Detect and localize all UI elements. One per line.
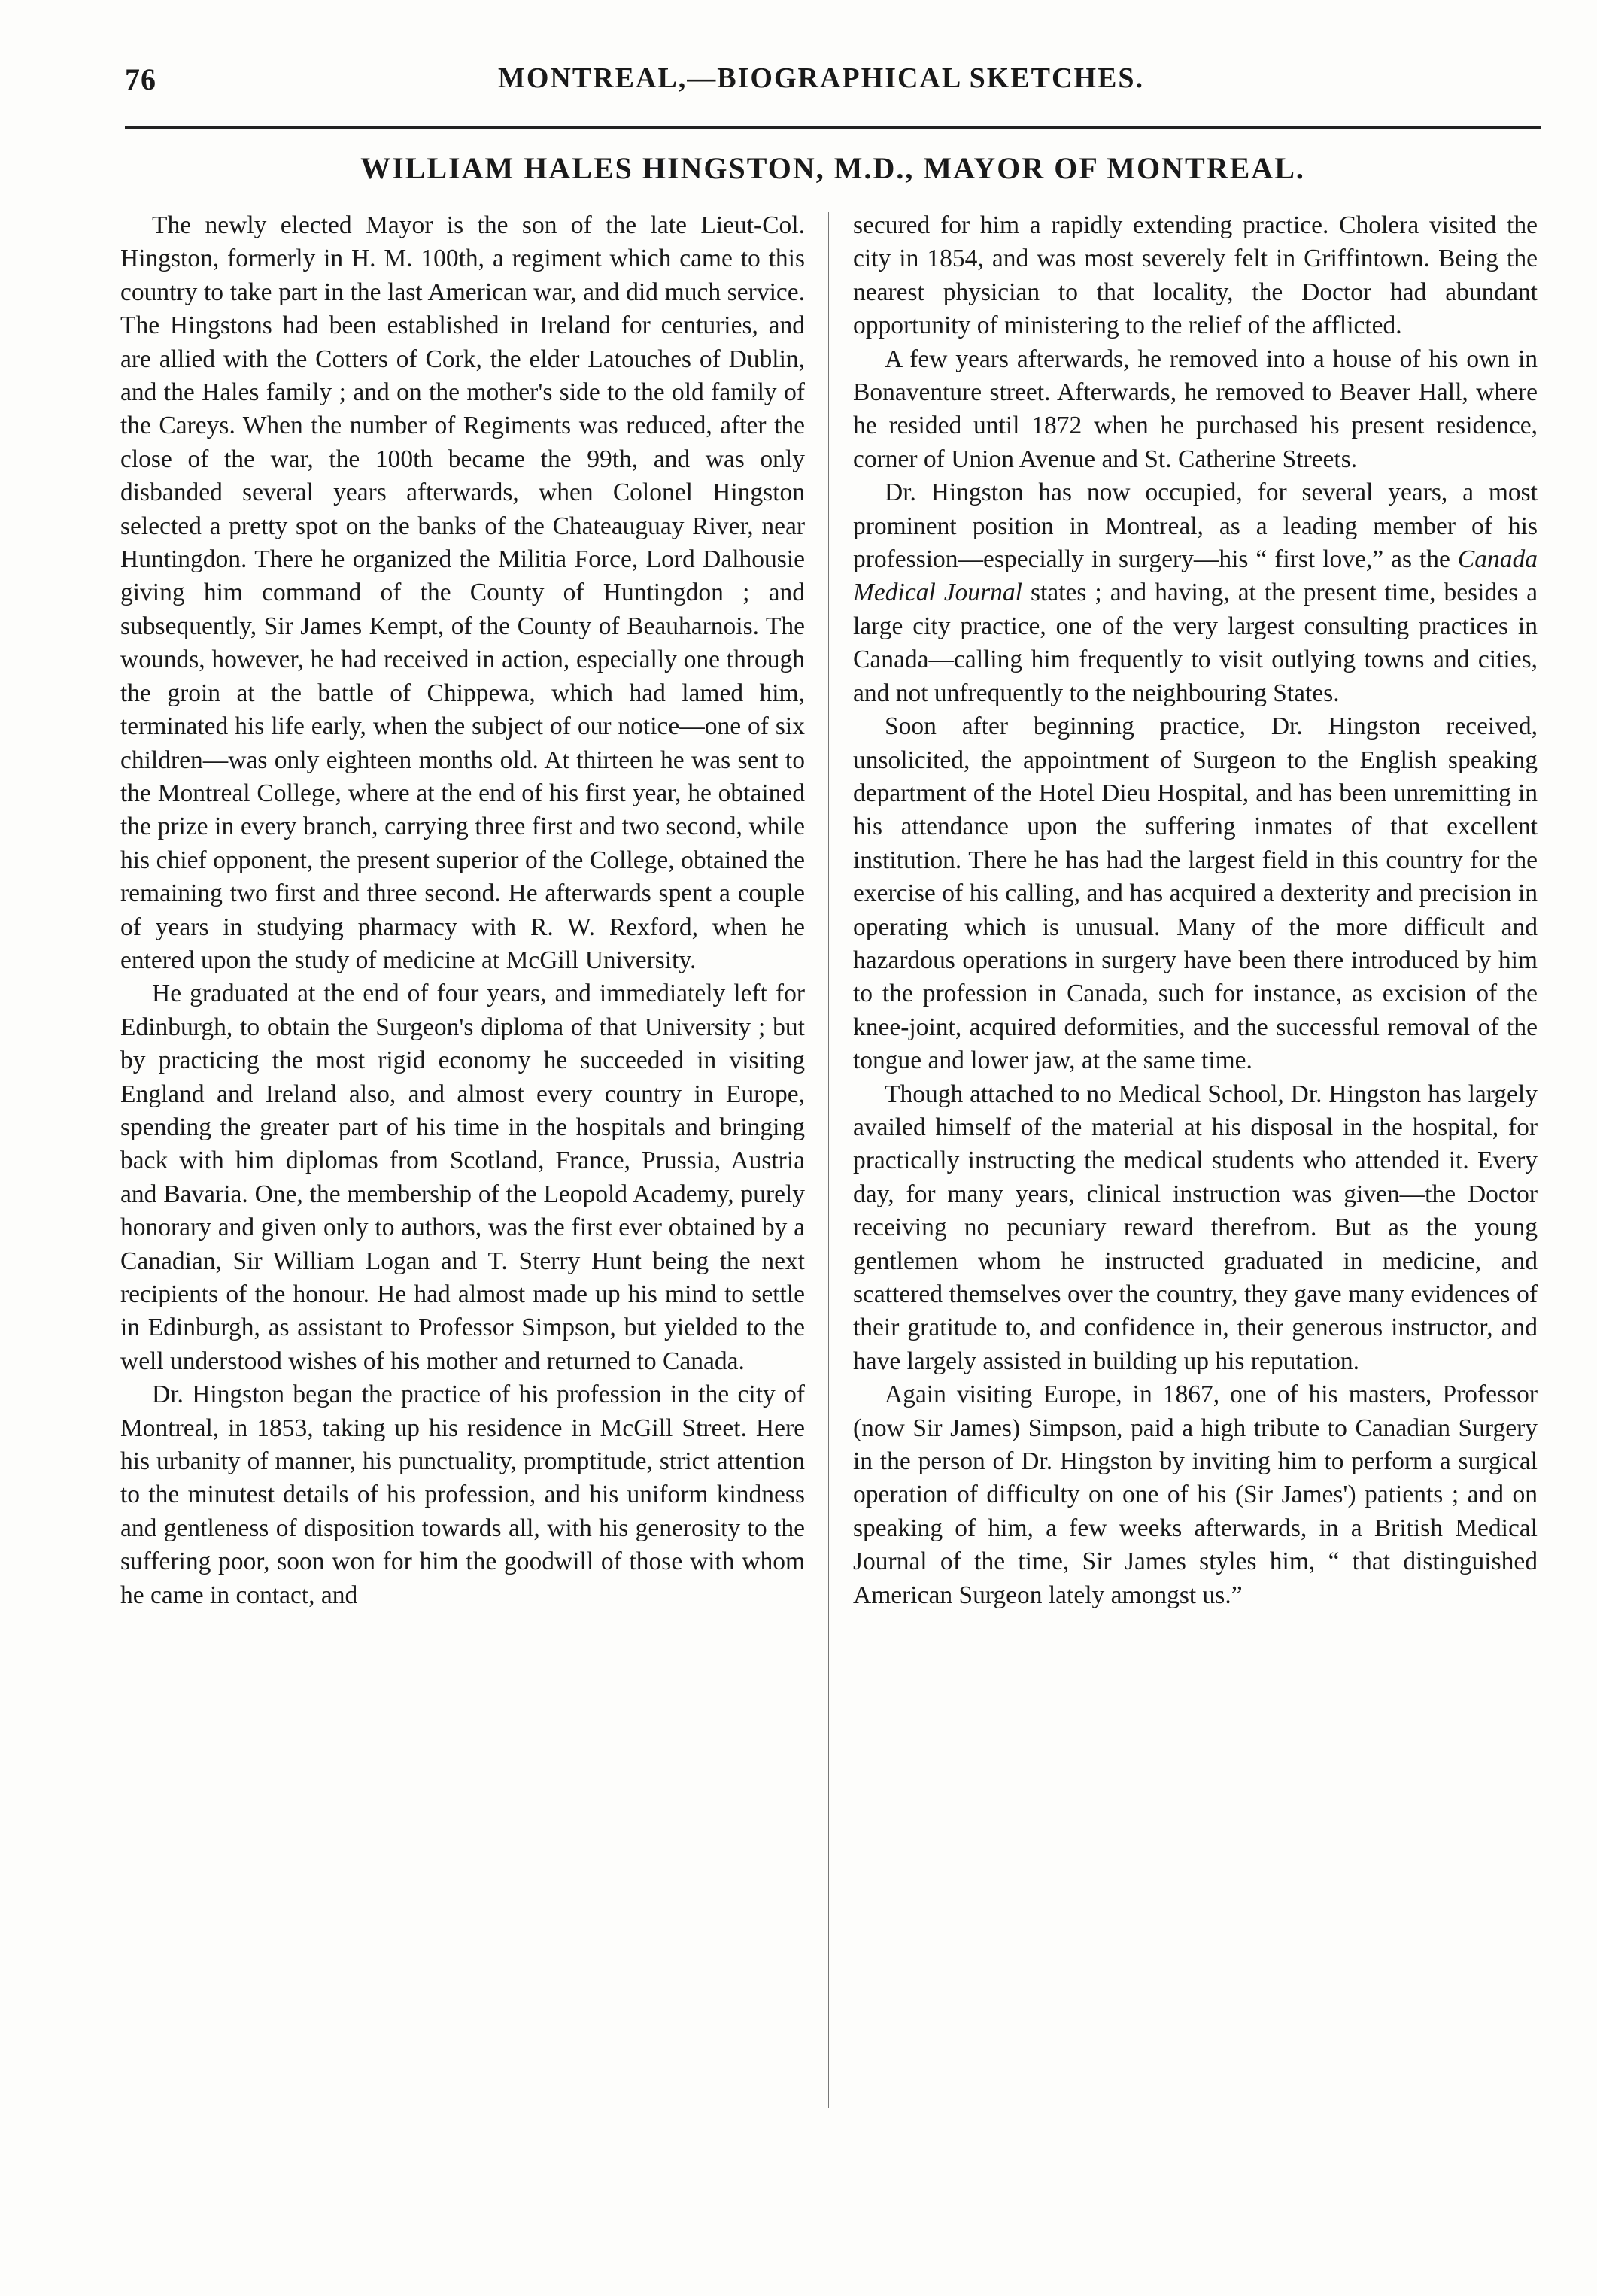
paragraph: Though attached to no Medical School, Dr. Hingston has largely availed himself of the material at his disposal in the hospital, for practically instructing the medical students who attended it. Every day, for many years, clinical instruction was given—the Doctor receiving no pecuniary reward therefrom. But as the young gentlemen whom he instructed graduated in medicine, and scattered themselves over the country, they gave many evidences of their gratitude to, and confidence in, their generous instructor, and have largely assisted in building up his reputation. [853, 1080, 1538, 1375]
running-head [125, 62, 1541, 107]
paragraph: A few years afterwards, he removed into a house of his own in Bonaventure street. Afterwards, he removed to Beaver Hall, where he resided until 1872 when he purchased his present residence, corner of Union Avenue and St. Catherine Streets. [853, 345, 1538, 473]
paragraph-continuation: secured for him a rapidly extending practice. Cholera visited the city in 1854, and was most severely felt in Griffintown. Being the nearest physician to that locality, the Doctor had abundant opportunity of ministering to the relief of the afflicted. [853, 211, 1538, 340]
right-column [853, 209, 1538, 2195]
text-run: states ; and having, at the present time, besides a large city practice, one of the very largest consulting practices in Canada—calling him frequently to visit outlying towns and cities, and not unfrequently to the neighbouring States. [853, 579, 1538, 707]
paragraph: Dr. Hingston began the practice of his profession in the city of Montreal, in 1853, taking up his residence in McGill Street. Here his urbanity of manner, his punctuality, promptitude, strict attention to the minutest details of his profession, and his uniform kindness and gentleness of disposition towards all, with his generosity to the suffering poor, soon won for him the goodwill of those with whom he came in contact, and [120, 1380, 805, 1609]
article-title: WILLIAM HALES HINGSTON, M.D., MAYOR OF MONTREAL. [360, 151, 1305, 185]
paragraph: He graduated at the end of four years, and immediately left for Edinburgh, to obtain the Surgeon's diploma of that University ; but by practicing the most rigid economy he succeeded in visiting England and Ireland also, and almost every country in Europe, spending the greater part of his time in the hospitals and bringing back with him diplomas from Scotland, France, Prussia, Austria and Bavaria. One, the membership of the Leopold Academy, purely honorary and given only to authors, was the first ever obtained by a Canadian, Sir William Logan and T. Sterry Hunt being the next recipients of the honour. He had almost made up his mind to settle in Edinburgh, as assistant to Professor Simpson, but yielded to the well understood wishes of his mother and returned to Canada. [120, 979, 805, 1375]
text-run: Dr. Hingston has now occupied, for several years, a most prominent position in Montreal, as a leading member of his profession—especially in surgery—his “ first love,” as the [853, 478, 1538, 574]
journal-name: Canada Medical Journal [853, 545, 1538, 607]
page-number: 76 [125, 62, 156, 96]
paragraph-journal [853, 476, 1538, 710]
paragraph: Soon after beginning practice, Dr. Hingston received, unsolicited, the appointment of Surgeon to the English speaking department of the Hotel Dieu Hospital, and has been unremitting in his attendance upon the suffering inmates of that excellent institution. There he has had the largest field in this country for the exercise of his calling, and has acquired a dexterity and precision in operating which is unusual. Many of the more difficult and hazardous operations in surgery have been there introduced by him to the profession in Canada, such for instance, as excision of the knee-joint, acquired deformities, and the successful removal of the tongue and lower jaw, at the same time. [853, 712, 1538, 1075]
paragraph: The newly elected Mayor is the son of the late Lieut-Col. Hingston, formerly in H. M. 100th, a regiment which came to this country to take part in the last American war, and did much service. The Hingstons had been established in Ireland for centuries, and are allied with the Cotters of Cork, the elder Latouches of Dublin, and the Hales family ; and on the mother's side to the old family of the Careys. When the number of Regiments was reduced, after the close of the war, the 100th became the 99th, and was only disbanded several years afterwards, when Colonel Hingston selected a pretty spot on the banks of the Chateauguay River, near Huntingdon. There he organized the Militia Force, Lord Dalhousie giving him command of the County of Huntingdon ; and subsequently, Sir James Kempt, of the County of Beauharnois. The wounds, however, he had received in action, especially one through the groin at the battle of Chippewa, which had lamed him, terminated his life early, when the subject of our notice—one of six children—was only eighteen months old. At thirteen he was sent to the Montreal College, where at the end of his first year, he obtained the prize in every branch, carrying three first and two second, while his chief opponent, the present superior of the College, obtained the remaining two first and three second. He afterwards spent a couple of years in studying pharmacy with R. W. Rexford, when he entered upon the study of medicine at McGill University. [120, 211, 805, 974]
left-column [120, 209, 805, 2195]
running-title: MONTREAL,—BIOGRAPHICAL SKETCHES. [498, 62, 1144, 94]
paragraph: Again visiting Europe, in 1867, one of his masters, Professor (now Sir James) Simpson, paid a high tribute to Canadian Surgery in the person of Dr. Hingston by inviting him to perform a surgical operation of difficulty on one of his (Sir James') patients ; and on speaking of him, a few weeks afterwards, in a British Medical Journal of the time, Sir James styles him, “ that distinguished American Surgeon lately amongst us.” [853, 1380, 1538, 1609]
column-divider [828, 212, 829, 2108]
header-rule [125, 126, 1541, 129]
